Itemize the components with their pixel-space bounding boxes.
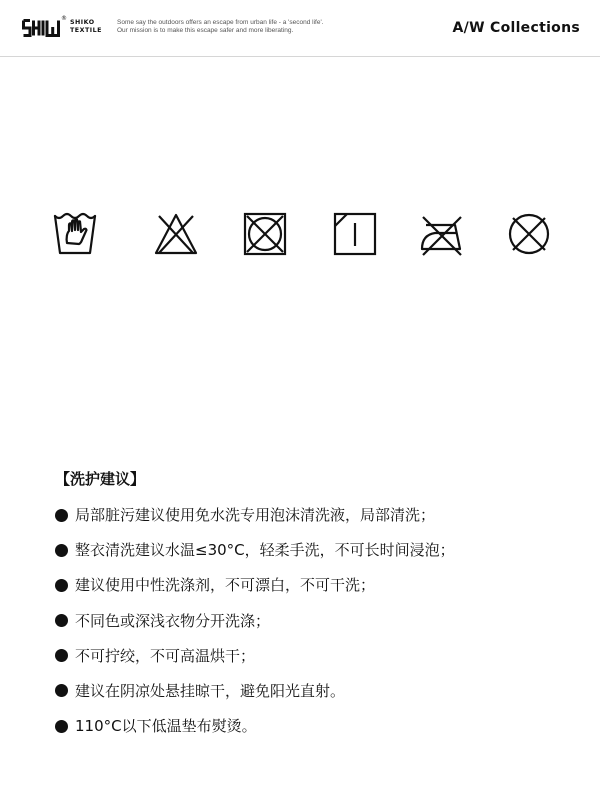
bullet-icon (55, 720, 68, 733)
care-item-text: 110°C以下低温垫布熨烫。 (75, 717, 257, 736)
care-instructions (55, 468, 575, 750)
brand-line-1: SHIKO (70, 19, 95, 26)
tagline-line-1: Some say the outdoors offers an escape from urban life - a 'second life'. (117, 19, 324, 26)
brand-name (70, 19, 102, 35)
registered-mark: ® (61, 15, 67, 22)
care-item-text: 局部脏污建议使用免水洗专用泡沫清洗液，局部清洗； (75, 506, 436, 524)
care-item-text: 不同色或深浅衣物分开洗涤； (75, 611, 271, 630)
list-item (55, 680, 575, 702)
care-item-text: 建议使用中性洗涤剂，不可漂白，不可干洗； (75, 576, 376, 595)
care-symbols (0, 211, 600, 257)
bullet-icon (55, 509, 68, 522)
tagline-line-2: Our mission is to make this escape safer and more liberating. (117, 27, 294, 34)
list-item (55, 574, 575, 596)
tagline (117, 19, 324, 35)
bullet-icon (55, 614, 68, 627)
care-item-text: 建议在阴凉处悬挂晾干，避免阳光直射。 (75, 681, 346, 700)
bullet-icon (55, 579, 68, 592)
do-not-dry-clean-icon (506, 211, 552, 257)
list-item (55, 610, 575, 632)
do-not-tumble-dry-icon (242, 211, 288, 257)
bullet-icon (55, 544, 68, 557)
list-item (55, 645, 575, 667)
brand-logo (22, 19, 60, 37)
do-not-iron-icon (419, 211, 465, 257)
care-item-text: 整衣清洗建议水温≤30°C，轻柔手洗，不可长时间浸泡； (75, 541, 455, 560)
line-dry-in-shade-icon (332, 211, 378, 257)
bullet-icon (55, 684, 68, 697)
bullet-icon (55, 649, 68, 662)
hand-wash-icon (53, 211, 99, 257)
care-item-text: 不可拧绞，不可高温烘干； (75, 646, 256, 665)
brand-line-2: TEXTILE (70, 27, 102, 34)
collection-title: A/W Collections (452, 20, 580, 36)
list-item (55, 715, 575, 737)
care-title: 【洗护建议】 (55, 470, 146, 488)
do-not-bleach-icon (153, 211, 199, 257)
list-item (55, 539, 575, 561)
list-item (55, 504, 575, 526)
page-header (0, 0, 600, 57)
